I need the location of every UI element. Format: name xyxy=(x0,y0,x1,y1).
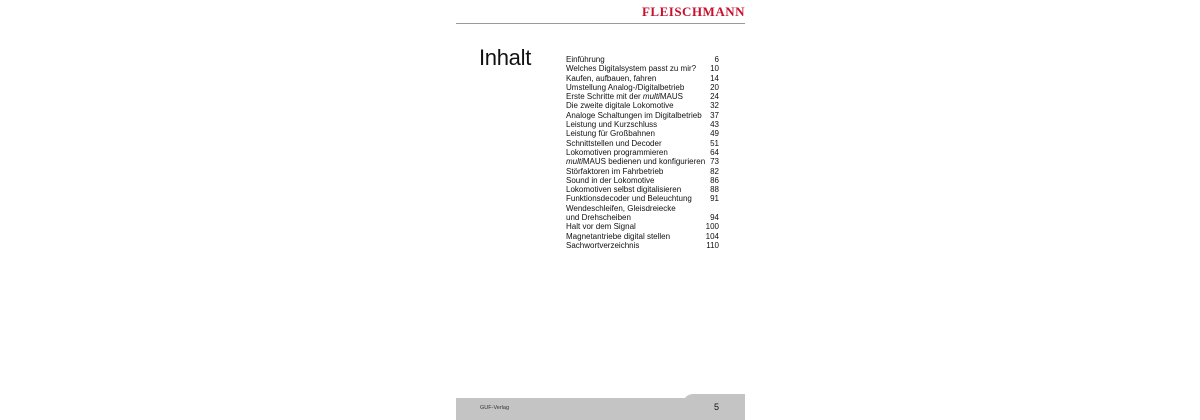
toc-entry-title: Halt vor dem Signal xyxy=(566,222,636,232)
toc-entry-page: 43 xyxy=(710,120,719,130)
toc-entry-title: Schnittstellen und Decoder xyxy=(566,138,662,148)
toc-entry[interactable] xyxy=(566,120,719,129)
toc-entry-title: Die zweite digitale Lokomotive xyxy=(566,101,674,111)
document-page xyxy=(456,0,745,420)
toc-entry-title: und Drehscheiben xyxy=(566,213,631,223)
toc-entry-title: Magnetantriebe digital stellen xyxy=(566,231,671,241)
toc-entry-page: 73 xyxy=(710,157,719,167)
toc-title-italic: multi xyxy=(642,92,660,102)
toc-entry-title: Lokomotiven programmieren xyxy=(566,147,668,157)
toc-entry-page: 6 xyxy=(714,55,719,64)
toc-entry-page: 32 xyxy=(710,101,719,111)
toc-entry-title: Umstellung Analog-/Digitalbetrieb xyxy=(566,82,685,92)
publisher-label: GUF-Verlag xyxy=(480,405,510,411)
toc-entry[interactable] xyxy=(566,83,719,92)
toc-entry-page: 94 xyxy=(710,213,719,223)
header-divider xyxy=(456,23,745,24)
toc-entry-page: 24 xyxy=(710,92,719,102)
page-footer xyxy=(456,398,745,420)
toc-entry-title: Leistung und Kurzschluss xyxy=(566,120,658,130)
toc-title-italic: multi xyxy=(566,157,583,167)
toc-entry-title: Wendeschleifen, Gleisdreiecke xyxy=(566,203,676,213)
toc-entry-title xyxy=(566,92,683,101)
toc-entry-title: Funktionsdecoder und Beleuchtung xyxy=(566,194,692,204)
page-title: Inhalt xyxy=(479,44,532,70)
toc-entry-title: Lokomotiven selbst digitalisieren xyxy=(566,185,682,195)
toc-entry-page: 110 xyxy=(706,240,719,250)
toc-entry[interactable] xyxy=(566,129,719,138)
toc-entry[interactable] xyxy=(566,101,719,110)
toc-entry-page: 91 xyxy=(710,194,719,204)
toc-entry[interactable] xyxy=(566,157,719,166)
toc-entry-page: 51 xyxy=(710,138,719,148)
toc-title-text: MAUS bedienen und konfigurieren xyxy=(582,157,706,167)
toc-entry-title xyxy=(566,157,705,166)
table-of-contents xyxy=(566,55,719,250)
toc-entry-page: 37 xyxy=(710,110,719,120)
toc-entry[interactable] xyxy=(566,167,719,176)
toc-entry[interactable] xyxy=(566,139,719,148)
toc-entry-title: Welches Digitalsystem passt zu mir? xyxy=(566,64,697,74)
toc-entry-title: Störfaktoren im Fahrbetrieb xyxy=(566,166,664,176)
toc-entry-title: Leistung für Großbahnen xyxy=(566,129,655,139)
toc-entry[interactable] xyxy=(566,232,719,241)
toc-entry[interactable] xyxy=(566,176,719,185)
toc-entry-page: 82 xyxy=(710,166,719,176)
toc-entry[interactable] xyxy=(566,204,719,213)
toc-entry[interactable] xyxy=(566,241,719,250)
toc-entry[interactable] xyxy=(566,148,719,157)
toc-entry-page: 49 xyxy=(710,129,719,139)
toc-title-text: MAUS xyxy=(659,92,683,102)
toc-entry-page: 86 xyxy=(710,175,719,185)
toc-entry-title: Analoge Schaltungen im Digitalbetrieb xyxy=(566,110,702,120)
toc-entry-title: Einführung xyxy=(566,55,605,64)
toc-entry[interactable] xyxy=(566,213,719,222)
toc-entry-title: Kaufen, aufbauen, fahren xyxy=(566,73,657,83)
toc-entry[interactable] xyxy=(566,111,719,120)
toc-entry-page: 64 xyxy=(710,147,719,157)
toc-entry-page: 14 xyxy=(710,73,719,83)
toc-entry[interactable] xyxy=(566,74,719,83)
toc-entry-page: 20 xyxy=(710,82,719,92)
toc-entry-page: 88 xyxy=(710,185,719,195)
toc-entry[interactable] xyxy=(566,55,719,64)
toc-entry[interactable] xyxy=(566,222,719,231)
toc-entry[interactable] xyxy=(566,194,719,203)
toc-entry[interactable] xyxy=(566,185,719,194)
page-number: 5 xyxy=(713,402,719,412)
toc-entry-page: 100 xyxy=(705,222,719,232)
toc-entry-title: Sachwortverzeichnis xyxy=(566,240,640,250)
toc-entry-page: 104 xyxy=(705,231,719,241)
toc-entry-title: Sound in der Lokomotive xyxy=(566,175,655,185)
toc-entry-page: 10 xyxy=(710,64,719,74)
toc-entry[interactable] xyxy=(566,92,719,101)
toc-title-text: Erste Schritte mit der xyxy=(566,92,643,102)
brand-logo: FLEISCHMANN xyxy=(641,4,745,19)
toc-entry[interactable] xyxy=(566,64,719,73)
